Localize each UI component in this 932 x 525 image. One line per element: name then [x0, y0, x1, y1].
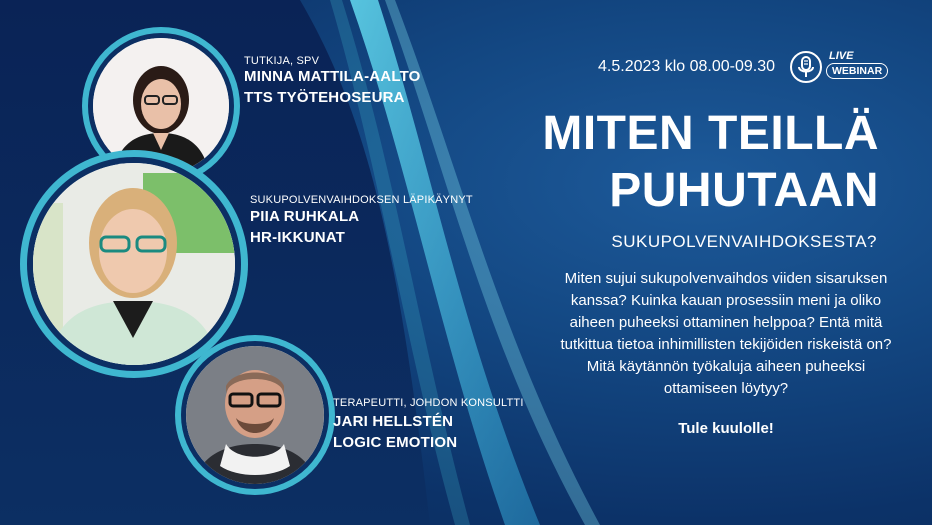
speaker-1-name: MINNA MATTILA-AALTO [244, 68, 421, 85]
headline-line-1: MITEN TEILLÄ [542, 107, 879, 160]
speaker-1-role: TUTKIJA, SPV [244, 55, 320, 67]
speaker-3-photo [186, 346, 324, 484]
headline-line-2: PUHUTAAN [609, 164, 879, 217]
headline-subtitle: SUKUPOLVENVAIHDOKSESTA? [611, 232, 877, 251]
speaker-2-org: HR-IKKUNAT [250, 229, 346, 246]
event-datetime: 4.5.2023 klo 08.00-09.30 [598, 58, 776, 75]
event-description: Miten sujui sukupolvenvaihdos viiden sisaruksen kanssa? Kuinka kauan prosessiin meni ja oliko aiheen puheeksi ottaminen helppoa? Entä mitä tutkittua tietoa inhimillisten tekijöiden riskeistä on? Mitä käytännön työkaluja aiheen puheeksi ottamiseen löytyy? [560, 270, 892, 397]
speaker-2-name: PIIA RUHKALA [250, 208, 360, 225]
speaker-2-photo [33, 163, 235, 365]
webinar-label: WEBINAR [826, 63, 888, 79]
speaker-3-org: LOGIC EMOTION [333, 434, 458, 451]
live-label: LIVE [829, 50, 854, 62]
speaker-1-org: TTS TYÖTEHOSEURA [244, 89, 405, 106]
microphone-icon [789, 50, 823, 84]
call-to-action: Tule kuulolle! [678, 420, 774, 437]
live-webinar-badge [789, 48, 885, 86]
speaker-2-role: SUKUPOLVENVAIHDOKSEN LÄPIKÄYNYT [250, 194, 473, 206]
speaker-3-name: JARI HELLSTÉN [333, 413, 454, 430]
speaker-3-role: TERAPEUTTI, JOHDON KONSULTTI [333, 397, 524, 409]
